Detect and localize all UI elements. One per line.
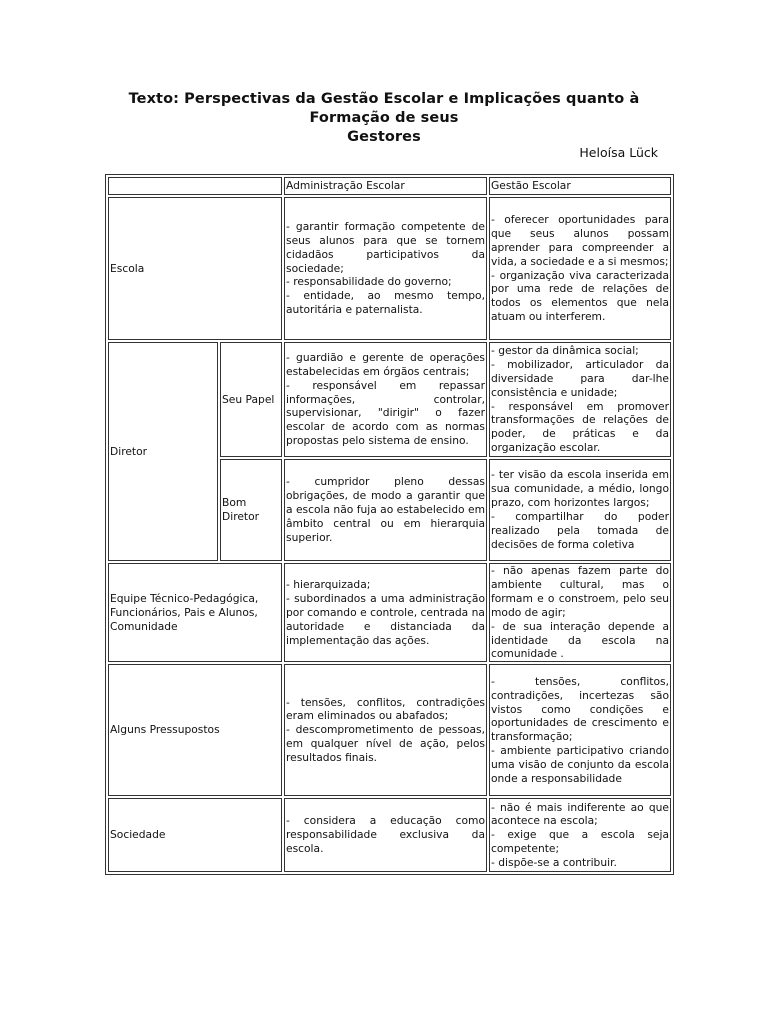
author-name: Heloísa Lück xyxy=(579,145,658,160)
cell-sociedade-gestao xyxy=(489,798,671,872)
text-line: - mobilizador, articulador da diversidade para dar-lhe consistência e unidade; xyxy=(491,357,669,399)
text-line: - exige que a escola seja competente; xyxy=(491,828,669,856)
title-line-1: Texto: Perspectivas da Gestão Escolar e Implicações quanto à xyxy=(128,91,640,107)
cell-equipe-administracao xyxy=(284,563,487,662)
text-line: - ambiente participativo criando uma visão de conjunto da escola onde a responsabilidade xyxy=(491,744,669,786)
text-line: - compartilhar do poder realizado pela tomada de decisões de forma coletiva xyxy=(491,510,669,551)
text-line: - ter visão da escola inserida em sua comunidade, a médio, longo prazo, com horizontes largos; xyxy=(491,468,669,510)
text-line: - de sua interação depende a identidade da escola na comunidade . xyxy=(491,619,669,661)
cell-escola-administracao xyxy=(284,197,487,340)
table-row-equipe xyxy=(108,563,671,662)
cell-pressupostos-gestao xyxy=(489,664,671,796)
text-line: - organização viva caracterizada por uma rede de relações de todos os elementos que nela atuam ou interferem. xyxy=(491,268,669,324)
row-label-diretor: Diretor xyxy=(108,342,218,561)
table-row-pressupostos xyxy=(108,664,671,796)
row-label-escola: Escola xyxy=(108,197,282,340)
text-line: - responsável em promover transformações de relações de poder, de práticas e da organização escolar. xyxy=(491,399,669,455)
text-line: - gestor da dinâmica social; xyxy=(491,343,639,357)
title-line-2: Formação de seus xyxy=(309,110,459,126)
cell-papel-gestao xyxy=(489,342,671,457)
cell-bom-administracao xyxy=(284,459,487,561)
text-line: - responsabilidade do governo; xyxy=(286,275,452,289)
row-label-equipe: Equipe Técnico-Pedagógica, Funcionários, Pais e Alunos, Comunidade xyxy=(108,563,282,662)
cell-sociedade-administracao xyxy=(284,798,487,872)
text-line: - hierarquizada; xyxy=(286,577,371,591)
table-header-row xyxy=(108,177,671,195)
cell-equipe-gestao xyxy=(489,563,671,662)
header-blank-cell xyxy=(108,177,282,195)
text-line: - entidade, ao mesmo tempo, autoritária e paternalista. xyxy=(286,289,485,317)
comparison-table xyxy=(105,174,674,875)
cell-bom-gestao xyxy=(489,459,671,561)
text-line: - cumpridor pleno dessas obrigações, de modo a garantir que a escola não fuja ao estabelecido em âmbito central ou em hierarquia superior. xyxy=(286,475,485,544)
text-line: - não apenas fazem parte do ambiente cultural, mas o formam e o constroem, pelo seu modo de agir; xyxy=(491,564,669,619)
text-line: - tensões, conflitos, contradições, incertezas são vistos como condições e oportunidades de crescimento e transformação; xyxy=(491,674,669,744)
text-line: - considera a educação como responsabilidade exclusiva da escola. xyxy=(286,814,485,856)
text-line: - dispõe-se a contribuir. xyxy=(491,856,617,870)
title-line-3: Gestores xyxy=(347,129,421,145)
text-line: - descomprometimento de pessoas, em qualquer nível de ação, pelos resultados finais. xyxy=(286,723,485,765)
text-line: - tensões, conflitos, contradições eram eliminados ou abafados; xyxy=(286,695,485,723)
cell-escola-gestao xyxy=(489,197,671,340)
table-row-escola xyxy=(108,197,671,340)
text-line: - oferecer oportunidades para que seus alunos possam aprender para compreender a vida, a sociedade e a si mesmos; xyxy=(491,212,669,268)
row-label-sociedade: Sociedade xyxy=(108,798,282,872)
row-label-pressupostos: Alguns Pressupostos xyxy=(108,664,282,796)
sub-label-bom-diretor: Bom Diretor xyxy=(220,459,282,561)
cell-pressupostos-administracao xyxy=(284,664,487,796)
text-line: - garantir formação competente de seus alunos para que se tornem cidadãos participativos da sociedade; xyxy=(286,219,485,275)
table-row-sociedade xyxy=(108,798,671,872)
text-line: - guardião e gerente de operações estabelecidas em órgãos centrais; xyxy=(286,350,485,378)
header-gestao-escolar: Gestão Escolar xyxy=(489,177,671,195)
table-row-diretor-papel xyxy=(108,342,671,457)
sub-label-seu-papel: Seu Papel xyxy=(220,342,282,457)
cell-papel-administracao xyxy=(284,342,487,457)
header-administracao-escolar: Administração Escolar xyxy=(284,177,487,195)
document-title xyxy=(0,90,768,147)
text-line: - responsável em repassar informações, controlar, supervisionar, "dirigir" o fazer escolar de acordo com as normas propostas pelo sistema de ensino. xyxy=(286,378,485,448)
text-line: - não é mais indiferente ao que acontece na escola; xyxy=(491,800,669,828)
text-line: - subordinados a uma administração por comando e controle, centrada na autoridade e distanciada da implementação das ações. xyxy=(286,591,485,647)
